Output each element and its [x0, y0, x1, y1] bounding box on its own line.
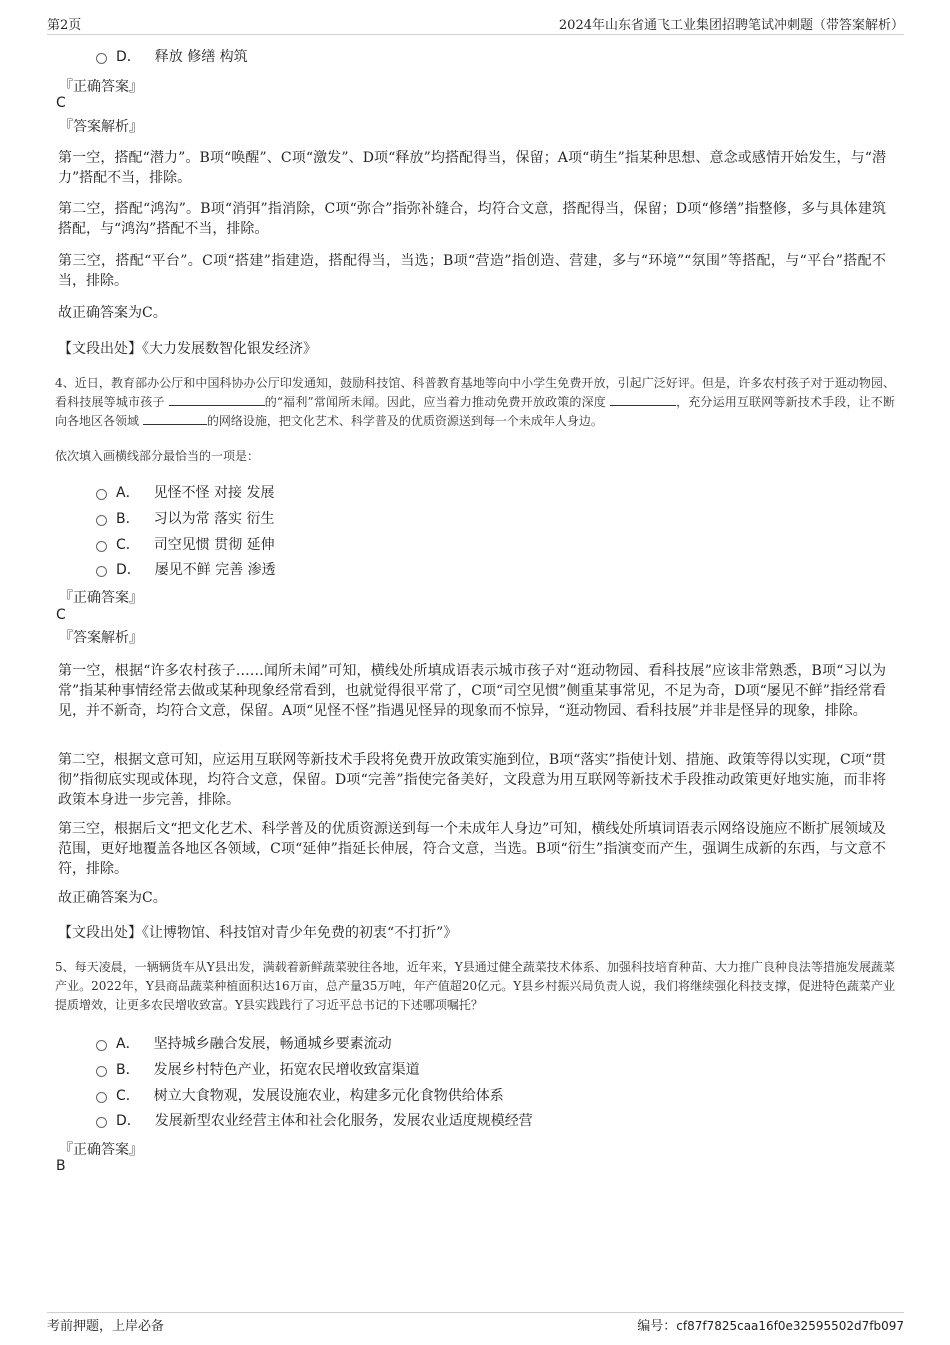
q4-option-d[interactable]: D． 屡见不鲜 完善 渗透 [96, 559, 276, 579]
page-number: 第2页 [47, 18, 82, 33]
page-footer [47, 1312, 904, 1335]
fill-blank [610, 394, 676, 406]
question-instruction: 依次填入画横线部分最恰当的一项是： [55, 449, 260, 463]
radio-icon[interactable] [96, 515, 107, 526]
answer-value: B [56, 1158, 66, 1174]
q5-option-a[interactable]: A． 坚持城乡融合发展，畅通城乡要素流动 [96, 1033, 392, 1053]
analysis-paragraph: 第二空，搭配“鸿沟”。B项“消弭”指消除，C项“弥合”指弥补缝合，均符合文意，搭配得当，保留；D项“修缮”指整修，多与具体建筑搭配，与“鸿沟”搭配不当，排除。 [58, 201, 886, 237]
document-title: 2024年山东省通飞工业集团招聘笔试冲刺题（带答案解析） [558, 18, 904, 33]
radio-icon[interactable] [96, 489, 107, 500]
page-header [47, 14, 904, 35]
radio-icon[interactable] [96, 53, 107, 64]
analysis-paragraph: 第二空，根据文意可知，应运用互联网等新技术手段将免费开放政策实施到位，B项“落实”指使计划、措施、政策等得以实现，C项“贯彻”指彻底实现或体现，均符合文意，保留。D项“完善”指使完备美好，文段意为用互联网等新技术手段推动政策更好地实施，而非将政策本身进一步完善，排除。 [58, 752, 886, 808]
q5-option-d[interactable]: D． 发展新型农业经营主体和社会化服务，发展农业适度规模经营 [96, 1110, 533, 1130]
radio-icon[interactable] [96, 1092, 107, 1103]
radio-icon[interactable] [96, 1117, 107, 1128]
analysis-paragraph: 第一空，根据“许多农村孩子……闻所未闻”可知，横线处所填成语表示城市孩子对“逛动物园、看科技展”应该非常熟悉，B项“习以为常”指某种事情经常去做或某种现象经常看到，也就觉得很平常了，C项“司空见惯”侧重某事常见，不足为奇，D项“屡见不鲜”指经常看见，并不新奇，均符合文意，保留。A项“见怪不怪”指遇见怪异的现象而不惊异，“逛动物园、看科技展”并非是怪异的现象，排除。 [58, 663, 886, 719]
answer-label: 『正确答案』 [59, 590, 143, 606]
answer-value: C [56, 95, 66, 111]
q5-option-b[interactable]: B． 发展乡村特色产业，拓宽农民增收致富渠道 [96, 1059, 420, 1079]
radio-icon[interactable] [96, 566, 107, 577]
fill-blank [143, 413, 207, 425]
answer-label: 『正确答案』 [59, 1142, 143, 1158]
q4-option-b[interactable]: B． 习以为常 落实 衍生 [96, 508, 275, 528]
answer-label: 『正确答案』 [59, 79, 143, 95]
passage-source: 【文段出处】《让博物馆、科技馆对青少年免费的初衷“不打折”》 [58, 925, 458, 941]
q4-option-c[interactable]: C． 司空见惯 贯彻 延伸 [96, 534, 275, 554]
fill-blank [169, 394, 265, 406]
footer-slogan: 考前押题，上岸必备 [47, 1319, 165, 1334]
analysis-paragraph: 第一空，搭配“潜力”。B项“唤醒”、C项“激发”、D项“释放”均搭配得当，保留；A项“萌生”指某种思想、意念或感情开始发生，与“潜力”搭配不当，排除。 [58, 150, 886, 186]
radio-icon[interactable] [96, 541, 107, 552]
analysis-label: 『答案解析』 [59, 630, 143, 646]
radio-icon[interactable] [96, 1040, 107, 1051]
analysis-label: 『答案解析』 [59, 119, 143, 135]
analysis-paragraph: 第三空，根据后文“把文化艺术、科学普及的优质资源送到每一个未成年人身边”可知，横线处所填词语表示网络设施应不断扩展领域及范围，更好地覆盖各地区各领域，C项“延伸”指延长伸展，符合文意，当选。B项“衍生”指演变而产生，强调生成新的东西，与文意不符，排除。 [58, 821, 886, 877]
question-stem: 4、近日，教育部办公厅和中国科协办公厅印发通知，鼓励科技馆、科普教育基地等向中小学生免费开放，引起广泛好评。但是，许多农村孩子对于逛动物园、看科技展等城市孩子 的“福利”常闻所未闻。因此，应当着力推动免费开放政策的深度 ，充分运用互联网等新技术手段，让不断向各地区各领域 的网络设施，把文化艺术、科学普及的优质资源送到每一个未成年人身边。 [55, 376, 895, 428]
q5-option-c[interactable]: C． 树立大食物观，发展设施农业，构建多元化食物供给体系 [96, 1085, 504, 1105]
q4-option-a[interactable]: A． 见怪不怪 对接 发展 [96, 482, 274, 502]
analysis-conclusion: 故正确答案为C。 [58, 890, 167, 906]
passage-source: 【文段出处】《大力发展数智化银发经济》 [58, 341, 317, 357]
analysis-paragraph: 第三空，搭配“平台”。C项“搭建”指建造，搭配得当，当选；B项“营造”指创造、营建，多与“环境”“氛围”等搭配，与“平台”搭配不当，排除。 [58, 253, 886, 289]
analysis-conclusion: 故正确答案为C。 [58, 305, 167, 321]
q3-option-d[interactable]: D． 释放 修缮 构筑 [96, 46, 248, 66]
radio-icon[interactable] [96, 1066, 107, 1077]
document-code: 编号：cf87f7825caa16f0e32595502d7fb097 [637, 1319, 904, 1334]
answer-value: C [56, 607, 66, 623]
question-stem: 5、每天凌晨，一辆辆货车从Y县出发，满载着新鲜蔬菜驶往各地，近年来，Y县通过健全蔬菜技术体系、加强科技培育种苗、大力推广良种良法等措施发展蔬菜产业。2022年，Y县商品蔬菜种植面积达16万亩，总产量35万吨，年产值超20亿元。Y县乡村振兴局负责人说，我们将继续强化科技支撑，促进特色蔬菜产业提质增效，让更多农民增收致富。Y县实践践行了习近平总书记的下述哪项嘱托？ [55, 960, 895, 1012]
